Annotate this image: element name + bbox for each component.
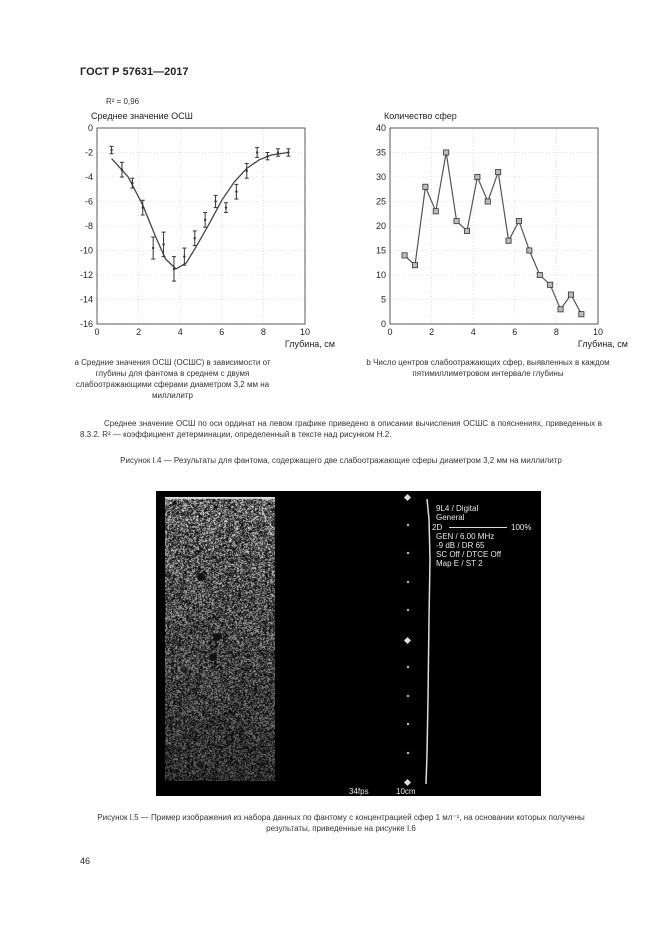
chart-b-ytick-label: 15 — [375, 245, 386, 256]
chart-a-point — [131, 182, 133, 184]
chart-b-ytitle: Количество сфер — [384, 111, 457, 121]
chart-a-point — [246, 170, 248, 172]
depth-scale-tick — [407, 666, 410, 669]
depth-scale-tick — [407, 523, 410, 526]
depth-scale-tick — [407, 580, 410, 583]
chart-a-ytick-label: -10 — [79, 245, 93, 256]
chart-a-ytick-label: -8 — [84, 221, 93, 231]
chart-b — [368, 92, 628, 352]
chart-b-marker — [548, 282, 553, 287]
chart-b-marker — [516, 219, 521, 224]
chart-b-marker — [423, 184, 428, 189]
chart-a-point — [256, 151, 258, 153]
chart-b-ytick-label: 30 — [375, 172, 386, 182]
chart-a-ytick-label: 0 — [87, 123, 93, 133]
chart-a-xtick-label: 4 — [177, 327, 183, 337]
chart-a-xtick-label: 2 — [136, 327, 142, 337]
chart-b-ytick-label: 10 — [375, 270, 386, 280]
depth-scale-tick — [404, 636, 411, 643]
chart-a-point — [121, 168, 123, 170]
depth-scale-tick — [407, 609, 410, 612]
gain-percent: 100% — [511, 523, 532, 532]
chart-a-ytick-label: -4 — [84, 172, 93, 182]
chart-a-point — [183, 255, 185, 257]
chart-b-marker — [579, 312, 584, 317]
chart-a-ytick-label: -16 — [79, 319, 93, 329]
chart-a-point — [204, 219, 206, 221]
chart-a-point — [225, 206, 227, 208]
chart-a-xtick-label: 6 — [219, 327, 225, 337]
chart-b-xtick-label: 4 — [470, 327, 476, 337]
chart-b-ytick-label: 5 — [380, 294, 386, 305]
chart-b-ytick-label: 25 — [375, 196, 386, 207]
chart-b-ytick-label: 35 — [375, 147, 386, 158]
chart-b-marker — [506, 238, 511, 243]
chart-b-caption: b Число центров слабоотражающих сфер, выявленных в каждом пятимиллиметровом интервале глубины — [366, 358, 610, 378]
depth-scale-tick — [407, 723, 410, 726]
chart-b-ytick-label: 0 — [380, 319, 386, 329]
fps-label: 34fps — [349, 787, 369, 796]
chart-a-ytick-label: -2 — [84, 147, 93, 158]
chart-a-point — [110, 149, 112, 151]
body-paragraph: Среднее значение ОСШ по оси ординат на левом графике приведено в описании вычисления ОСШC в пояснениях, приведенных в 8.3.2. R² — коэффициент детерминации, определенный в тексте над рисунком Н.2. — [80, 419, 602, 439]
chart-b-xtick-label: 0 — [387, 327, 393, 337]
chart-a-ytick-label: -6 — [84, 196, 93, 207]
chart-a-point — [287, 151, 289, 153]
chart-b-marker — [433, 209, 438, 214]
chart-a-xtick-label: 8 — [260, 327, 266, 337]
chart-b-ytick-label: 20 — [375, 221, 386, 231]
chart-a-r2: R² = 0,96 — [106, 97, 140, 106]
chart-a-point — [277, 151, 279, 153]
chart-b-xtick-label: 8 — [553, 327, 559, 337]
frequency-label: GEN / 6.00 MHz — [436, 532, 495, 541]
preset-label: General — [436, 513, 465, 522]
chart-a-ytick-label: -12 — [79, 270, 93, 280]
chart-a-xlabel: Глубина, см — [284, 339, 335, 349]
chart-a-point — [173, 268, 175, 270]
depth-scale-tick — [407, 552, 410, 555]
chart-a-point — [142, 206, 144, 208]
depth-scale-tick — [407, 694, 410, 697]
chart-b-marker — [454, 219, 459, 224]
chart-a — [75, 92, 335, 352]
chart-b-marker — [496, 170, 501, 175]
chart-a-xtick-label: 0 — [94, 327, 100, 337]
gain-bar — [449, 527, 507, 528]
mode-label: 2D — [432, 523, 443, 532]
chart-a-point — [194, 237, 196, 239]
chart-b-xtick-label: 10 — [592, 327, 604, 337]
chart-a-point — [266, 155, 268, 157]
figure-i4-caption: Рисунок I.4 — Результаты для фантома, содержащего две слабоотражающие сферы диаметром 3,2 мм на миллилитр — [120, 456, 562, 465]
chart-b-marker — [485, 199, 490, 204]
map-label: Map E / ST 2 — [436, 559, 483, 568]
chart-b-marker — [412, 263, 417, 268]
chart-b-marker — [558, 307, 563, 312]
chart-b-marker — [402, 253, 407, 258]
chart-b-marker — [475, 174, 480, 179]
chart-b-ytick-label: 40 — [375, 123, 386, 133]
chart-a-point — [152, 247, 154, 249]
ultrasound-image — [156, 491, 541, 796]
depth-scale-tick — [407, 751, 410, 754]
chart-a-xtick-label: 10 — [299, 327, 311, 337]
chart-a-point — [235, 191, 237, 193]
figure-i5-caption: Рисунок I.5 — Пример изображения из набора данных по фантому с концентрацией сфер 1 мл⁻¹, на основании которых получены результаты, приведенные на рисунке I.6 — [97, 813, 585, 833]
chart-b-marker — [537, 272, 542, 277]
chart-b-marker — [464, 228, 469, 233]
chart-a-point — [214, 200, 216, 202]
chart-b-xlabel: Глубина, см — [577, 339, 628, 349]
chart-b-xtick-label: 6 — [512, 327, 518, 337]
chart-b-xtick-label: 2 — [429, 327, 435, 337]
dynamic-range-label: -9 dB / DR 65 — [436, 541, 485, 550]
chart-b-marker — [444, 150, 449, 155]
chart-a-svg — [75, 92, 335, 347]
standard-header: ГОСТ Р 57631—2017 — [80, 66, 189, 78]
page-number: 46 — [80, 856, 91, 866]
chart-b-plot-frame — [390, 128, 598, 324]
chart-a-ytitle: Среднее значение ОСШ — [91, 111, 193, 121]
chart-b-marker — [527, 248, 532, 253]
probe-label: 9L4 / Digital — [436, 504, 479, 513]
ultrasound-speckle — [165, 497, 275, 781]
chart-a-fit-line — [112, 153, 289, 269]
chart-b-marker — [568, 292, 573, 297]
chart-a-ytick-label: -14 — [79, 294, 93, 305]
chart-a-point — [162, 243, 164, 245]
chart-a-plot-frame — [97, 128, 305, 324]
chart-b-svg — [368, 92, 628, 347]
sc-dtce-label: SC Off / DTCE Off — [436, 550, 502, 559]
tgc-curve — [424, 499, 428, 779]
chart-a-caption: а Средние значения ОСШ (ОСШC) в зависимости от глубины для фантома в среднем с двумя слабоотражающими сферами диаметром 3,2 мм на миллилитр — [74, 358, 271, 400]
depth-label: 10cm — [396, 787, 416, 796]
